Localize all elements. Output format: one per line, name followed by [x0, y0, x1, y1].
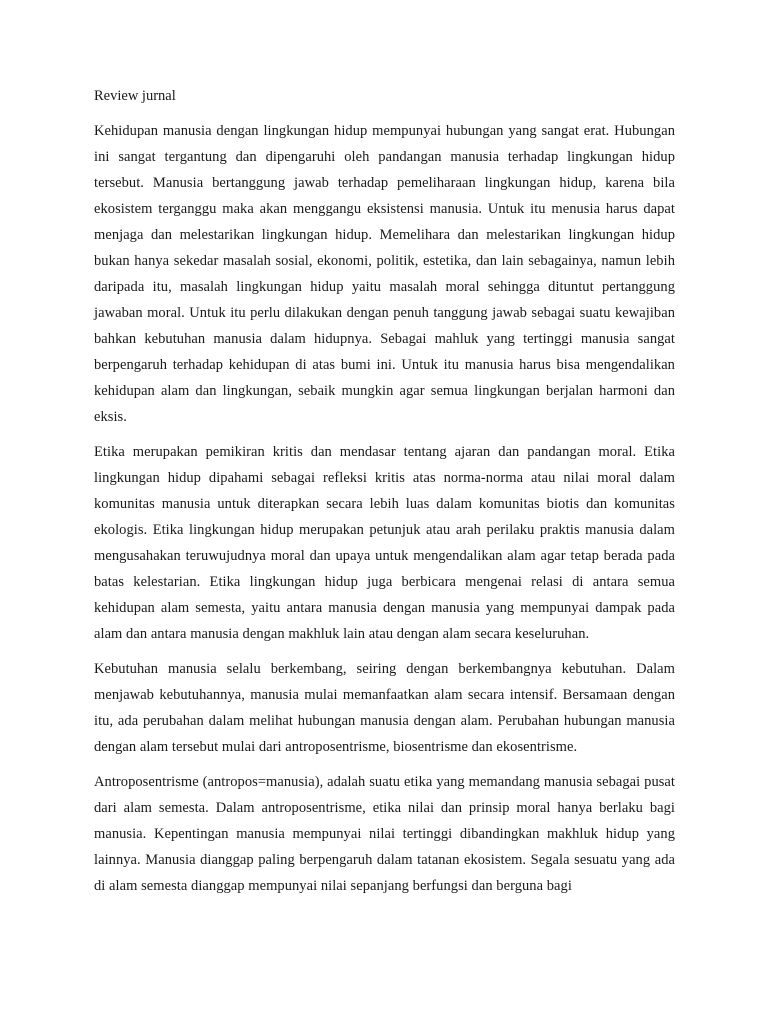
paragraph-1: Kehidupan manusia dengan lingkungan hidup mempunyai hubungan yang sangat erat. Hubungan ini sangat tergantung dan dipengaruhi oleh pandangan manusia terhadap lingkungan hidup tersebut. Manusia bertanggung jawab terhadap pemeliharaan lingkungan hidup, karena bila ekosistem terganggu maka akan menggangu eksistensi manusia. Untuk itu menusia harus dapat menjaga dan melestarikan lingkungan hidup. Memelihara dan melestarikan lingkungan hidup bukan hanya sekedar masalah sosial, ekonomi, politik, estetika, dan lain sebagainya, namun lebih daripada itu, masalah lingkungan hidup yaitu masalah moral sehingga dituntut pertanggung jawaban moral. Untuk itu perlu dilakukan dengan penuh tanggung jawab sebagai suatu kewajiban bahkan kebutuhan manusia dalam hidupnya. Sebagai mahluk yang tertinggi manusia sangat berpengaruh terhadap kehidupan di atas bumi ini. Untuk itu manusia harus bisa mengendalikan kehidupan alam dan lingkungan, sebaik mungkin agar semua lingkungan berjalan harmoni dan eksis.: [94, 123, 675, 425]
paragraph-3: Kebutuhan manusia selalu berkembang, seiring dengan berkembangnya kebutuhan. Dalam menjawab kebutuhannya, manusia mulai memanfaatkan alam secara intensif. Bersamaan dengan itu, ada perubahan dalam melihat hubungan manusia dengan alam. Perubahan hubungan manusia dengan alam tersebut mulai dari antroposentrisme, biosentrisme dan ekosentrisme.: [94, 661, 675, 755]
document-title: Review jurnal: [94, 88, 176, 104]
paragraph-2: Etika merupakan pemikiran kritis dan mendasar tentang ajaran dan pandangan moral. Etika lingkungan hidup dipahami sebagai refleksi kritis atas norma-norma atau nilai moral dalam komunitas manusia untuk diterapkan secara lebih luas dalam komunitas biotis dan komunitas ekologis. Etika lingkungan hidup merupakan petunjuk atau arah perilaku praktis manusia dalam mengusahakan teruwujudnya moral dan upaya untuk mengendalikan alam agar tetap berada pada batas kelestarian. Etika lingkungan hidup juga berbicara mengenai relasi di antara semua kehidupan alam semesta, yaitu antara manusia dengan manusia yang mempunyai dampak pada alam dan antara manusia dengan makhluk lain atau dengan alam secara keseluruhan.: [94, 444, 675, 642]
document-page: [94, 86, 675, 908]
paragraph-4: Antroposentrisme (antropos=manusia), adalah suatu etika yang memandang manusia sebagai pusat dari alam semesta. Dalam antroposentrisme, etika nilai dan prinsip moral hanya berlaku bagi manusia. Kepentingan manusia mempunyai nilai tertinggi dibandingkan makhluk hidup yang lainnya. Manusia dianggap paling berpengaruh dalam tatanan ekosistem. Segala sesuatu yang ada di alam semesta dianggap mempunyai nilai sepanjang berfungsi dan berguna bagi: [94, 774, 675, 894]
